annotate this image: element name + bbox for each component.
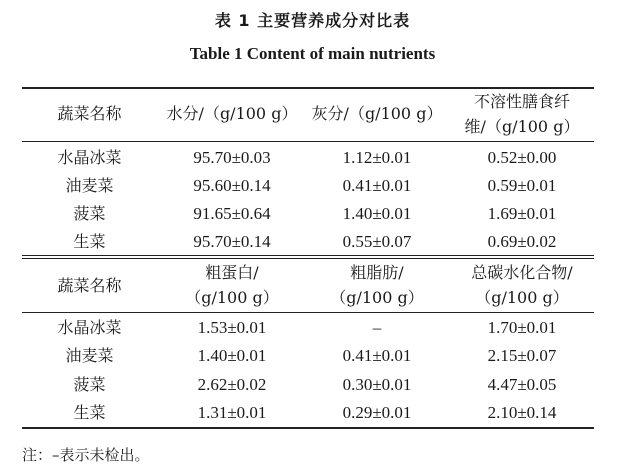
header-crude-fat-line2: （g/100 g） <box>330 288 424 307</box>
table-title-chinese: 表 1 主要营养成分对比表 <box>214 11 411 30</box>
table-footnote: 注：–表示未检出。 <box>22 446 150 464</box>
moisture-value: 95.60±0.14 <box>193 176 271 195</box>
vegetable-name: 菠菜 <box>73 204 106 223</box>
vegetable-name: 油麦菜 <box>65 176 114 195</box>
top-rule <box>22 87 594 89</box>
header-crude-protein-line2: （g/100 g） <box>185 288 279 307</box>
header-crude-fat-line1: 粗脂肪/ <box>350 263 404 282</box>
fiber-value: 0.59±0.01 <box>487 176 557 195</box>
moisture-value: 91.65±0.64 <box>193 204 271 223</box>
table-title-english: Table 1 Content of main nutrients <box>189 44 436 63</box>
header-rule-2 <box>22 312 594 313</box>
header-insoluble-fiber-line1: 不溶性膳食纤 <box>473 92 570 111</box>
fiber-value: 0.69±0.02 <box>487 232 557 251</box>
carbohydrate-value: 2.10±0.14 <box>487 403 557 422</box>
header-total-carbohydrate-line2: （g/100 g） <box>475 288 569 307</box>
carbohydrate-value: 1.70±0.01 <box>487 318 557 337</box>
vegetable-name: 水晶冰菜 <box>57 148 122 167</box>
ash-value: 0.55±0.07 <box>342 232 412 251</box>
moisture-value: 95.70±0.03 <box>193 148 271 167</box>
ash-value: 1.40±0.01 <box>342 204 412 223</box>
protein-value: 2.62±0.02 <box>197 375 267 394</box>
header-crude-protein-line1: 粗蛋白/ <box>205 263 259 282</box>
section-divider-a <box>22 255 594 256</box>
protein-value: 1.31±0.01 <box>197 403 267 422</box>
ash-value: 1.12±0.01 <box>342 148 412 167</box>
header-vegetable-name-2: 蔬菜名称 <box>57 276 122 295</box>
carbohydrate-value: 4.47±0.05 <box>487 375 557 394</box>
vegetable-name: 水晶冰菜 <box>57 318 122 337</box>
header-moisture: 水分/（g/100 g） <box>166 104 298 123</box>
vegetable-name: 生菜 <box>73 403 106 422</box>
fat-value: 0.41±0.01 <box>342 346 412 365</box>
header-ash: 灰分/（g/100 g） <box>311 104 443 123</box>
fat-value: 0.30±0.01 <box>342 375 412 394</box>
section-divider-b <box>22 258 594 259</box>
header-total-carbohydrate-line1: 总碳水化合物/ <box>471 263 573 282</box>
fiber-value: 1.69±0.01 <box>487 204 557 223</box>
vegetable-name: 菠菜 <box>73 375 106 394</box>
vegetable-name: 油麦菜 <box>65 346 114 365</box>
vegetable-name: 生菜 <box>73 232 106 251</box>
protein-value: 1.40±0.01 <box>197 346 267 365</box>
moisture-value: 95.70±0.14 <box>193 232 271 251</box>
fiber-value: 0.52±0.00 <box>487 148 557 167</box>
carbohydrate-value: 2.15±0.07 <box>487 346 557 365</box>
fat-value: – <box>372 318 382 337</box>
fat-value: 0.29±0.01 <box>342 403 412 422</box>
bottom-rule <box>22 427 594 429</box>
ash-value: 0.41±0.01 <box>342 176 412 195</box>
header-rule-1 <box>22 141 594 142</box>
header-vegetable-name: 蔬菜名称 <box>57 104 122 123</box>
protein-value: 1.53±0.01 <box>197 318 267 337</box>
header-insoluble-fiber-line2: 维/（g/100 g） <box>464 117 580 136</box>
